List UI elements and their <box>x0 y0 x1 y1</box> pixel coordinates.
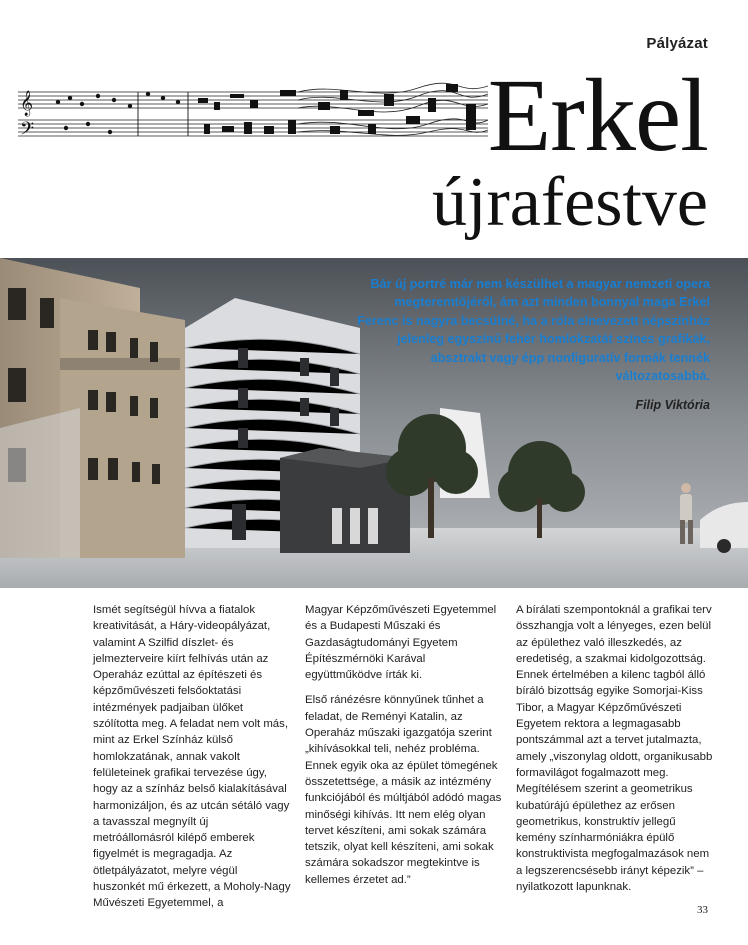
body-paragraph: Magyar Képzőművészeti Egyetemmel és a Budapesti Műszaki és Gazdaságtudományi Egyetem Építészmérnöki Karával együttműködve írták ki. <box>305 604 497 682</box>
body-paragraph: Első ránézésre könnyűnek tűnhet a feladat, de Reményi Katalin, az Operaház műszaki igazgatója szerint „kihívásokkal teli, nehéz probléma. Ennek egyik oka az épület tömegének összetettsége, a másik az intézmény funkciójából és múltjából adódó magas minőségi kihívás. Itt nem elég olyan tervet készíteni, ami sokak számára tetszik, olyat kell készíteni, ami sokak számára sokadszor megtekintve is kellemes érzetet ad.” <box>305 694 502 886</box>
body-column-3 <box>516 602 714 904</box>
body-paragraph: Ismét segítségül hívva a fiatalok kreativitását, a Háry-videopályázat, valamint A Szilfid díszlet- és jelmezterveire kiírt felhívás után az Operaház ezúttal az építészeti és képzőművészeti felsőoktatási intézmények padjaiban ülőket szólította meg. A feladat nem volt más, mint az Erkel Színház külső homlokzatának, annak vakolt felületeinek grafikai tervezése úgy, hogy az a színház belső kialakításával harmonizáljon, és az utcán sétáló vagy a tavasszal megnyílt új metróállomásról kilépő emberek figyelmét is megragadja. Az ötletpályázatot, melyre végül huszonkét mű érkezett, a Moholy-Nagy Művészeti Egyetemmel, a <box>93 604 291 910</box>
page-number: 33 <box>697 904 708 916</box>
svg-text:𝄞: 𝄞 <box>20 91 34 116</box>
article-title-line2: újrafestve <box>432 164 708 241</box>
lead-paragraph: Bár új portré már nem készülhet a magyar nemzeti opera megteremtőjéről, ám azt minden bonnyal maga Erkel Ferenc is nagyra becsülné, ha a róla elnevezett népszínház jelenleg egyszínű fehér homlokzatát színes grafikák, absztrakt vagy épp nonfiguratív formák tennék változatosabbá. <box>357 277 710 384</box>
author-name: Filip Viktória <box>635 398 710 412</box>
body-column-2 <box>305 602 503 897</box>
svg-text:𝄢: 𝄢 <box>20 119 35 142</box>
body-column-1 <box>93 602 291 921</box>
body-paragraph: A bírálati szempontoknál a grafikai terv összhangja volt a lényeges, ezen belül az épülethez való illeszkedés, az eredetiség, a szakmai kidolgozottság. Ennek értelmében a kilenc tagból álló bíráló bizottság egyike Somorjai-Kiss Tibor, a Magyar Képzőművészeti Egyetem rektora a legmagasabb pontszámmal azt a tervet jutalmazta, amely „viszonylag oldott, organikusabb formavilágot fogalmazott meg. Megítélésem szerint a geometrikus kubatúrájú épülethez az erősen geometrikus, konstruktív jellegű kemény színharmóniákra épülő konstruktivista megfogalmazások nem a legszerencsésebb irányt képezik” – nyilatkozott lapunknak. <box>516 604 713 894</box>
section-label: Pályázat <box>646 35 708 52</box>
sheet-music-graphic <box>18 80 488 142</box>
article-title-line1: Erkel <box>487 58 708 173</box>
